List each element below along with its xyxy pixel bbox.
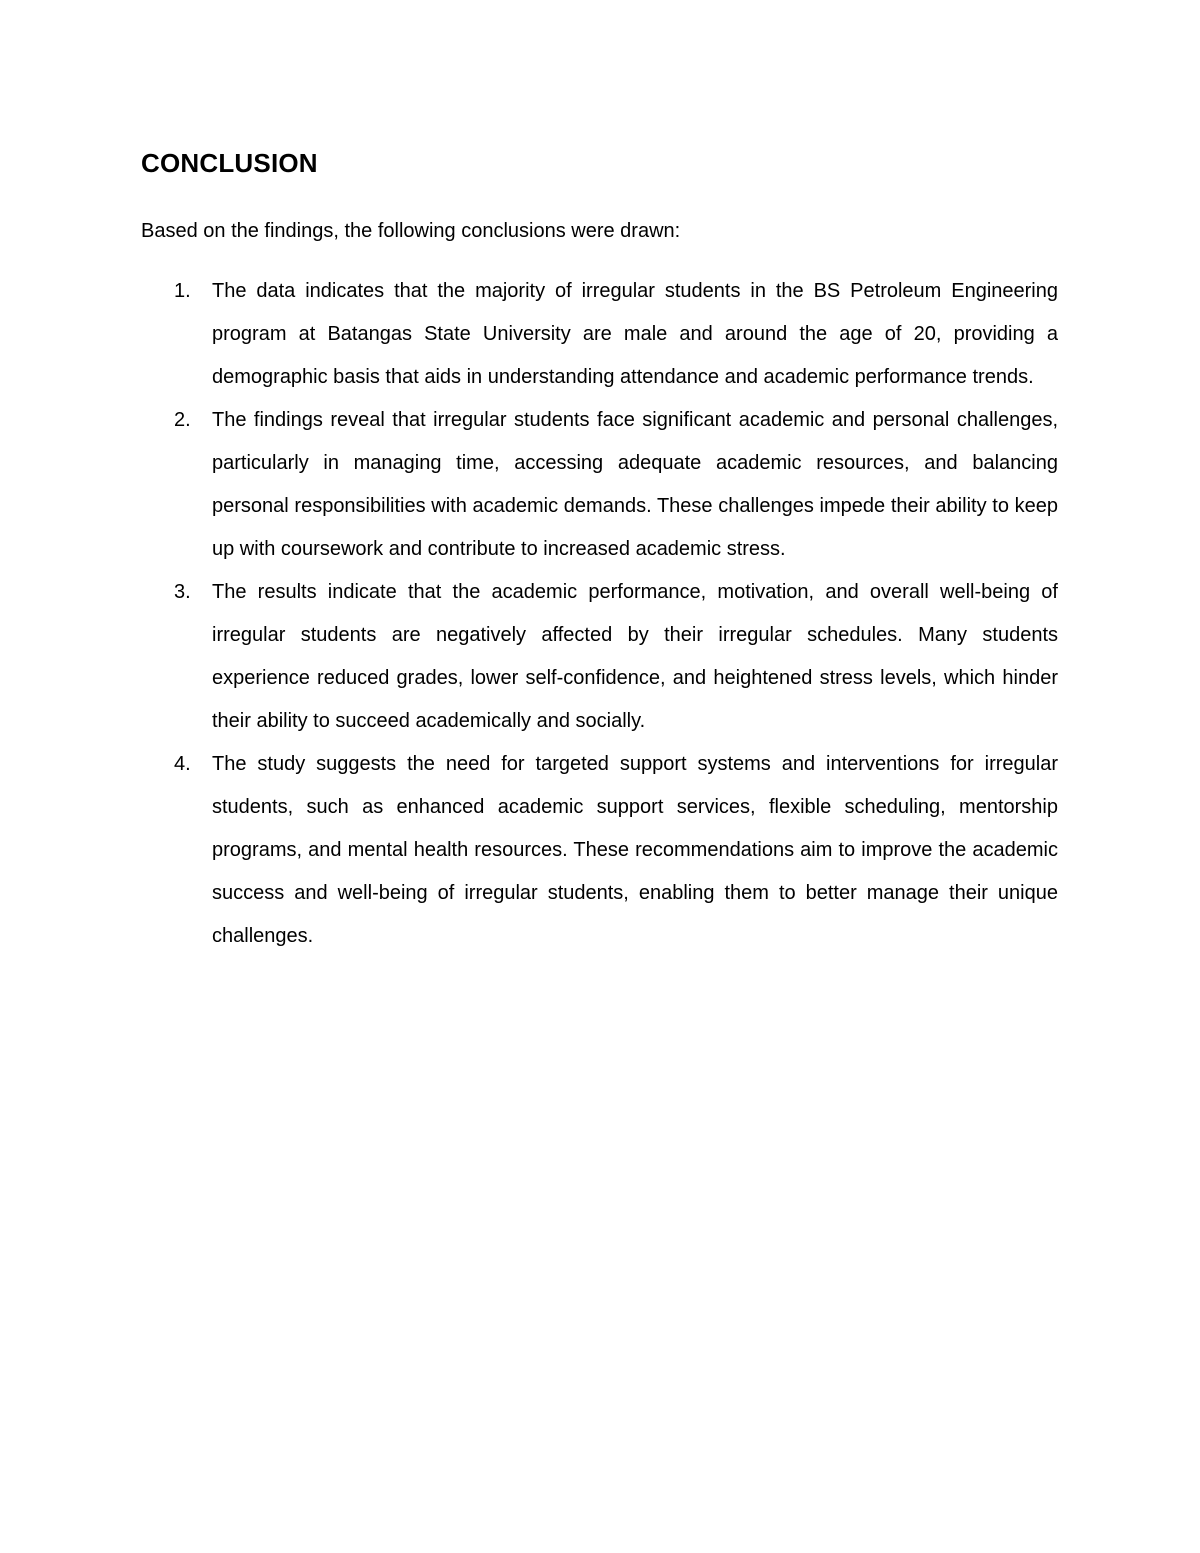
list-item-text: The findings reveal that irregular students face significant academic and personal challenges, particularly in managing time, accessing adequate academic resources, and balancing personal responsibilities with academic demands. These challenges impede their ability to keep up with coursework and contribute to increased academic stress.	[212, 409, 1058, 560]
list-item-text: The results indicate that the academic performance, motivation, and overall well-being of irregular students are negatively affected by their irregular schedules. Many students experience reduced grades, lower self-confidence, and heightened stress levels, which hinder their ability to succeed academically and socially.	[212, 581, 1058, 732]
intro-paragraph: Based on the findings, the following conclusions were drawn:	[141, 220, 681, 242]
list-item	[141, 270, 1058, 399]
list-item-number: 3.	[174, 581, 191, 603]
list-item	[141, 743, 1058, 958]
list-item	[141, 399, 1058, 571]
list-item	[141, 571, 1058, 743]
list-item-number: 2.	[174, 409, 191, 431]
list-item-number: 1.	[174, 280, 191, 302]
page-title: CONCLUSION	[141, 148, 318, 178]
conclusions-list	[141, 270, 1058, 958]
list-item-text: The study suggests the need for targeted support systems and interventions for irregular students, such as enhanced academic support services, flexible scheduling, mentorship programs, and mental health resources. These recommendations aim to improve the academic success and well-being of irregular students, enabling them to better manage their unique challenges.	[212, 753, 1058, 947]
list-item-number: 4.	[174, 753, 191, 775]
list-item-text: The data indicates that the majority of irregular students in the BS Petroleum Engineering program at Batangas State University are male and around the age of 20, providing a demographic basis that aids in understanding attendance and academic performance trends.	[212, 280, 1058, 388]
